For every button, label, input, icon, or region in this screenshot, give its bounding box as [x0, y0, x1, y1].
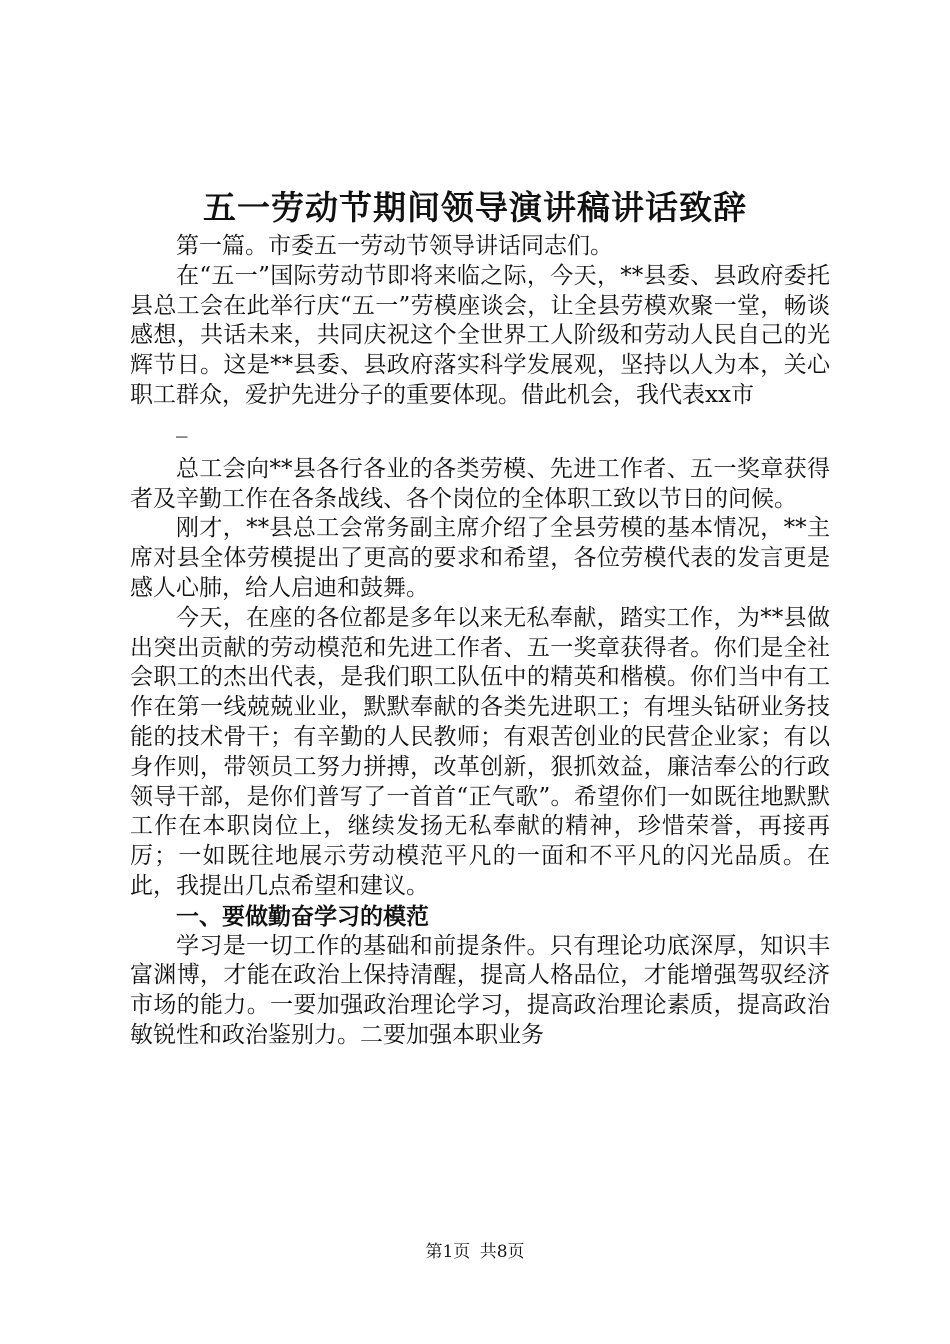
paragraph-intro: 第一篇。市委五一劳动节领导讲话同志们。 — [176, 233, 613, 259]
paragraph-praise: 今天，在座的各位都是多年以来无私奉献，踏实工作，为**县做出突出贡献的劳动模范和先进工作者、五一奖章获得者。你们是全社会职工的杰出代表，是我们职工队伍中的精英和楷模。你们当中有工作在第一线兢兢业业，默默奉献的各类先进职工；有埋头钻研业务技能的技术骨干；有辛勤的人民教师；有艰苦创业的民营企业家；有以身作则，带领员工努力拼搏，改革创新，狠抓效益，廉洁奉公的行政领导干部，是你们普写了一首首“正气歌”。希望你们一如既往地默默工作在本职岗位上，继续发扬无私奉献的精神，珍惜荣誉，再接再厉；一如既往地展示劳动模范平凡的一面和不平凡的闪光品质。在此，我提出几点希望和建议。 — [130, 604, 830, 899]
document-body — [130, 232, 830, 1051]
dash-mark: _ — [176, 411, 188, 438]
document-title: 五一劳动节期间领导演讲稿讲话致辞 — [203, 188, 747, 227]
paragraph-study: 学习是一切工作的基础和前提条件。只有理论功底深厚，知识丰富渊博，才能在政治上保持清醒，提高人格品位，才能增强驾驭经济市场的能力。一要加强政治理论学习，提高政治理论素质，提高政治敏锐性和政治鉴别力。二要加强本职业务 — [130, 932, 830, 1048]
page-total: 共8页 — [479, 1242, 525, 1262]
paragraph-opening: 在“五一”国际劳动节即将来临之际，今天，**县委、县政府委托县总工会在此举行庆“五一”劳模座谈会，让全县劳模欢聚一堂，畅谈感想，共话未来，共同庆祝这个全世界工人阶级和劳动人民自己的光辉节日。这是**县委、县政府落实科学发展观，坚持以人为本，关心职工群众，爱护先进分子的重要体现。借此机会，我代表xx市 — [130, 262, 830, 408]
page-footer — [0, 1241, 950, 1263]
page-number: 第1页 — [425, 1242, 471, 1262]
paragraph-review: 刚才，**县总工会常务副主席介绍了全县劳模的基本情况，**主席对县全体劳模提出了更高的要求和希望，各位劳模代表的发言更是感人心肺，给人启迪和鼓舞。 — [130, 515, 830, 601]
section-heading: 一、要做勤奋学习的模范 — [176, 902, 429, 930]
paragraph-greeting: 总工会向**县各行各业的各类劳模、先进工作者、五一奖章获得者及辛勤工作在各条战线、各个岗位的全体职工致以节日的问候。 — [130, 455, 830, 512]
